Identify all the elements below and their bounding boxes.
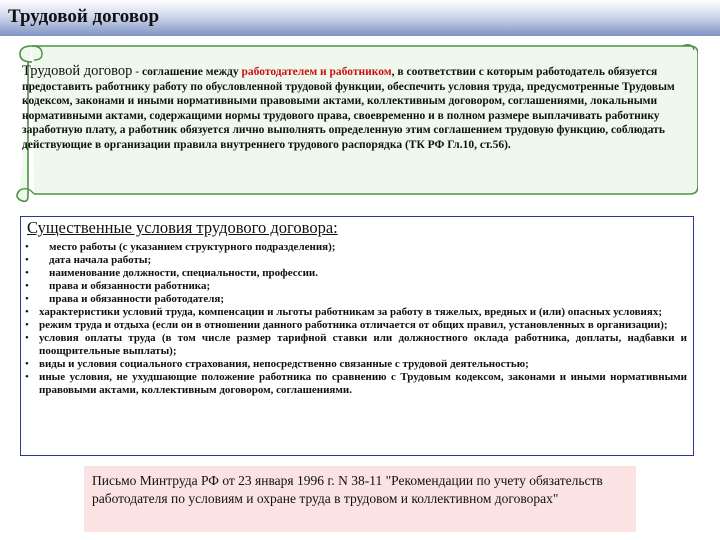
- ministry-letter-note: Письмо Минтруда РФ от 23 января 1996 г. N 38-11 "Рекомендации по учету обязательств работодателя по условиям и охране труда в трудовом и коллективном договорах": [84, 466, 636, 532]
- definition-term: Трудовой договор: [22, 63, 133, 79]
- list-item-text: права и обязанности работодателя;: [49, 293, 225, 305]
- bullet: •: [25, 332, 29, 344]
- list-item-text: место работы (с указанием структурного подразделения);: [49, 241, 336, 253]
- conditions-list: [25, 241, 687, 397]
- list-item-text: дата начала работы;: [49, 254, 152, 266]
- bullet: •: [25, 306, 29, 318]
- list-item-text: условия оплаты труда (в том числе размер тарифной ставки или должностного оклада работника, доплаты, надбавки и поощрительные выплаты);: [39, 332, 687, 357]
- list-item: [25, 293, 687, 306]
- conditions-title: Существенные условия трудового договора:: [27, 218, 338, 237]
- bullet: •: [25, 293, 29, 305]
- header-bar: [0, 0, 720, 36]
- list-item-text: характеристики условий труда, компенсации и льготы работникам за работу в тяжелых, вредных и (или) опасных условиях;: [39, 306, 662, 318]
- definition-part2: , в соответствии с которым работодатель обязуется предоставить работнику работу по обусловленной трудовой функции, обеспечить условия труда, предусмотренные Трудовым кодексом, законами и иными нормативными правовыми актами, коллективным договором, соглашениями, локальными нормативными актами, содержащими нормы трудового права, своевременно и в полном размере выплачивать работнику заработную плату, а работник обязуется лично выполнять определенную этим соглашением трудовую функцию, соблюдать действующие в организации правила внутреннего трудового распорядка: [22, 66, 675, 151]
- definition-dash: -: [132, 66, 143, 78]
- definition-text: [22, 64, 682, 153]
- definition-source: (ТК РФ Гл.10, ст.56).: [404, 138, 511, 151]
- bullet: •: [25, 371, 29, 383]
- definition-highlight: работодателем и работником: [241, 66, 392, 78]
- list-item-text: наименование должности, специальности, профессии.: [49, 267, 318, 279]
- bullet: •: [25, 267, 29, 279]
- list-item-text: режим труда и отдыха (если он в отношении данного работника отличается от общих правил, установленных в организации);: [39, 319, 668, 331]
- bullet: •: [25, 241, 29, 253]
- bullet: •: [25, 254, 29, 266]
- list-item-text: права и обязанности работника;: [49, 280, 211, 292]
- essential-conditions-box: [20, 216, 694, 456]
- list-item: [25, 332, 687, 358]
- bullet: •: [25, 358, 29, 370]
- list-item: [25, 306, 687, 319]
- list-item: [25, 319, 687, 332]
- definition-part1: соглашение между: [142, 66, 242, 78]
- list-item: [25, 358, 687, 371]
- list-item: [25, 371, 687, 397]
- list-item: [25, 280, 687, 293]
- list-item: [25, 267, 687, 280]
- list-item-text: иные условия, не ухудшающие положение работника по сравнению с Трудовым кодексом, законами и иными нормативными правовыми актами, коллективным договором, соглашениями.: [39, 371, 687, 396]
- page-title: Трудовой договор: [8, 6, 160, 27]
- bullet: •: [25, 280, 29, 292]
- list-item: [25, 254, 687, 267]
- bullet: •: [25, 319, 29, 331]
- list-item: [25, 241, 687, 254]
- list-item-text: виды и условия социального страхования, непосредственно связанные с трудовой деятельностью;: [39, 358, 529, 370]
